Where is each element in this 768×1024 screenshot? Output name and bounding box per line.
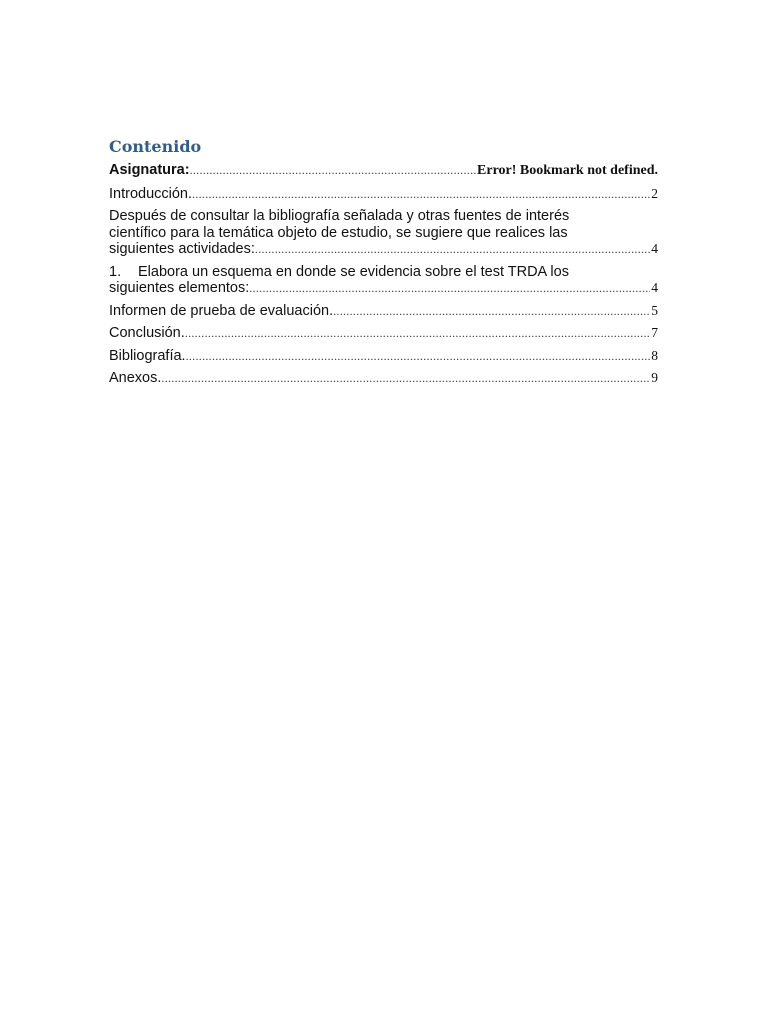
toc-entry-page: Error! Bookmark not defined. — [477, 163, 658, 178]
toc-entry-label: siguientes actividades: — [109, 241, 255, 257]
toc-entry-bibliografia[interactable] — [109, 348, 658, 365]
toc-entry-label: Informen de prueba de evaluación. — [109, 302, 334, 319]
toc-entry-line — [109, 186, 658, 203]
toc-entry-page: 5 — [651, 302, 658, 318]
toc-entry-page: 9 — [651, 370, 658, 385]
toc-entry-label: Bibliografía. — [109, 347, 186, 364]
toc-entry-label: Conclusión. — [109, 325, 185, 341]
dot-leader — [186, 348, 651, 365]
toc-entry-anexos[interactable] — [109, 370, 658, 387]
toc-entry-line — [109, 241, 658, 258]
table-of-contents — [109, 136, 658, 393]
toc-title: Contenido — [109, 137, 202, 156]
toc-entry-conclusion[interactable] — [109, 325, 658, 342]
toc-entry-label: siguientes elementos: — [109, 280, 250, 296]
dot-leader — [249, 280, 650, 297]
toc-entry-introduccion[interactable] — [109, 186, 658, 203]
toc-entry-page: 8 — [651, 347, 658, 363]
toc-entry-line — [109, 348, 658, 365]
toc-entry-label: Introducción. — [109, 185, 193, 202]
toc-entry-page: 7 — [651, 325, 658, 340]
toc-entry-lead-line: científico para la temática objeto de estudio, se sugiere que realices las — [109, 224, 568, 241]
dot-leader — [192, 186, 650, 203]
toc-entry-number: 1. — [109, 263, 122, 280]
toc-entry-actividades[interactable] — [109, 208, 658, 258]
toc-entry-lead-line — [109, 264, 658, 281]
toc-entry-lead-line: Después de consultar la bibliografía señalada y otras fuentes de interés — [109, 208, 570, 224]
dot-leader — [333, 303, 650, 320]
dot-leader — [255, 241, 650, 258]
toc-entry-page: 2 — [651, 185, 658, 201]
toc-entry-lead-text: Elabora un esquema en donde se evidencia sobre el test TRDA los — [138, 263, 569, 280]
toc-entry-line — [109, 370, 658, 387]
toc-entry-asignatura[interactable] — [109, 162, 658, 180]
toc-entry-informe[interactable] — [109, 303, 658, 320]
dot-leader — [185, 325, 650, 342]
toc-entry-page: 4 — [651, 280, 658, 295]
dot-leader — [161, 370, 650, 387]
toc-entry-label: Asignatura: — [109, 162, 190, 178]
toc-entry-page: 4 — [651, 241, 658, 256]
dot-leader — [190, 162, 476, 179]
toc-entry-line — [109, 162, 658, 180]
toc-entry-esquema[interactable] — [109, 264, 658, 297]
toc-entry-line — [109, 303, 658, 320]
toc-entry-line — [109, 325, 658, 342]
toc-entry-line — [109, 280, 658, 297]
toc-entry-label: Anexos. — [109, 370, 162, 386]
